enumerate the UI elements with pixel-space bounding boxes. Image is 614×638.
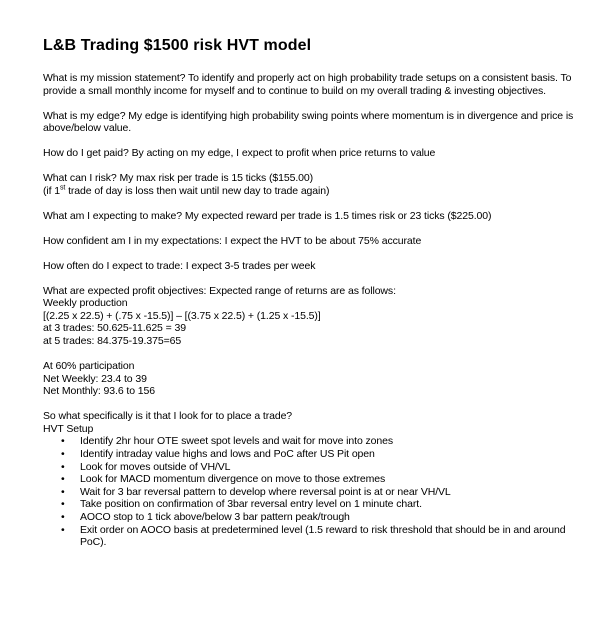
setup-question: So what specifically is it that I look for to place a trade? bbox=[43, 410, 293, 423]
list-item bbox=[43, 524, 583, 549]
list-item bbox=[43, 473, 583, 486]
setup-bullet-list bbox=[43, 435, 583, 548]
bullet-marker: • bbox=[61, 485, 65, 498]
profit-paragraph bbox=[43, 285, 583, 348]
participation-paragraph bbox=[43, 360, 583, 398]
list-item-text: Identify 2hr hour OTE sweet spot levels and wait for move into zones bbox=[80, 435, 394, 448]
profit-line-3: [(2.25 x 22.5) + (.75 x -15.5)] – [(3.75 x 22.5) + (1.25 x -15.5)] bbox=[43, 309, 321, 322]
profit-line-4: at 3 trades: 50.625-11.625 = 39 bbox=[43, 322, 186, 335]
setup-section bbox=[43, 410, 583, 549]
list-item-text: AOCO stop to 1 tick above/below 3 bar pattern peak/trough bbox=[80, 510, 350, 523]
list-item-text: Exit order on AOCO basis at predetermined level (1.5 reward to risk threshold that should be in and around PoC). bbox=[80, 523, 566, 549]
edge-paragraph: What is my edge? My edge is identifying high probability swing points where momentum is in divergence and price is above/below value. bbox=[43, 109, 574, 135]
list-item-text: Wait for 3 bar reversal pattern to develop where reversal point is at or near VH/VL bbox=[80, 485, 451, 498]
list-item bbox=[43, 486, 583, 499]
paid-paragraph: How do I get paid? By acting on my edge, I expect to profit when price returns to value bbox=[43, 147, 436, 160]
bullet-marker: • bbox=[61, 498, 65, 511]
participation-line-1: At 60% participation bbox=[43, 360, 135, 373]
list-item-text: Look for MACD momentum divergence on move to those extremes bbox=[80, 473, 386, 486]
risk-line-2 bbox=[43, 185, 583, 198]
frequency-paragraph: How often do I expect to trade: I expect 3-5 trades per week bbox=[43, 259, 316, 272]
participation-line-3: Net Monthly: 93.6 to 156 bbox=[43, 385, 156, 398]
participation-line-2: Net Weekly: 23.4 to 39 bbox=[43, 372, 147, 385]
list-item bbox=[43, 461, 583, 474]
bullet-marker: • bbox=[61, 460, 65, 473]
risk-line-2-superscript: st bbox=[60, 184, 66, 192]
list-item bbox=[43, 448, 583, 461]
list-item-text: Take position on confirmation of 3bar reversal entry level on 1 minute chart. bbox=[80, 498, 422, 511]
list-item bbox=[43, 498, 583, 511]
bullet-marker: • bbox=[61, 435, 65, 448]
profit-line-5: at 5 trades: 84.375-19.375=65 bbox=[43, 335, 182, 348]
risk-paragraph bbox=[43, 172, 583, 197]
list-item bbox=[43, 511, 583, 524]
document-title: L&B Trading $1500 risk HVT model bbox=[43, 37, 312, 54]
risk-line-2-pre: (if 1 bbox=[43, 184, 61, 197]
confidence-paragraph: How confident am I in my expectations: I expect the HVT to be about 75% accurate bbox=[43, 234, 422, 247]
mission-paragraph: What is my mission statement? To identify and properly act on high probability trade setups on a consistent basis. To provide a small monthly income for myself and to continue to build on my overall trading & investing objectives. bbox=[43, 72, 572, 97]
bullet-marker: • bbox=[61, 473, 65, 486]
document-page bbox=[43, 36, 583, 561]
profit-line-1: What are expected profit objectives: Expected range of returns are as follows: bbox=[43, 284, 396, 297]
bullet-marker: • bbox=[61, 510, 65, 523]
list-item-text: Identify intraday value highs and lows and PoC after US Pit open bbox=[80, 447, 375, 460]
expect-paragraph: What am I expecting to make? My expected reward per trade is 1.5 times risk or 23 ticks ($225.00) bbox=[43, 209, 492, 222]
bullet-marker: • bbox=[61, 523, 65, 536]
list-item-text: Look for moves outside of VH/VL bbox=[80, 460, 231, 473]
risk-line-2-post: trade of day is loss then wait until new day to trade again) bbox=[65, 184, 330, 197]
profit-line-2: Weekly production bbox=[43, 297, 128, 310]
list-item bbox=[43, 435, 583, 448]
risk-line-1: What can I risk? My max risk per trade is 15 ticks ($155.00) bbox=[43, 172, 314, 185]
bullet-marker: • bbox=[61, 447, 65, 460]
setup-heading: HVT Setup bbox=[43, 422, 94, 435]
